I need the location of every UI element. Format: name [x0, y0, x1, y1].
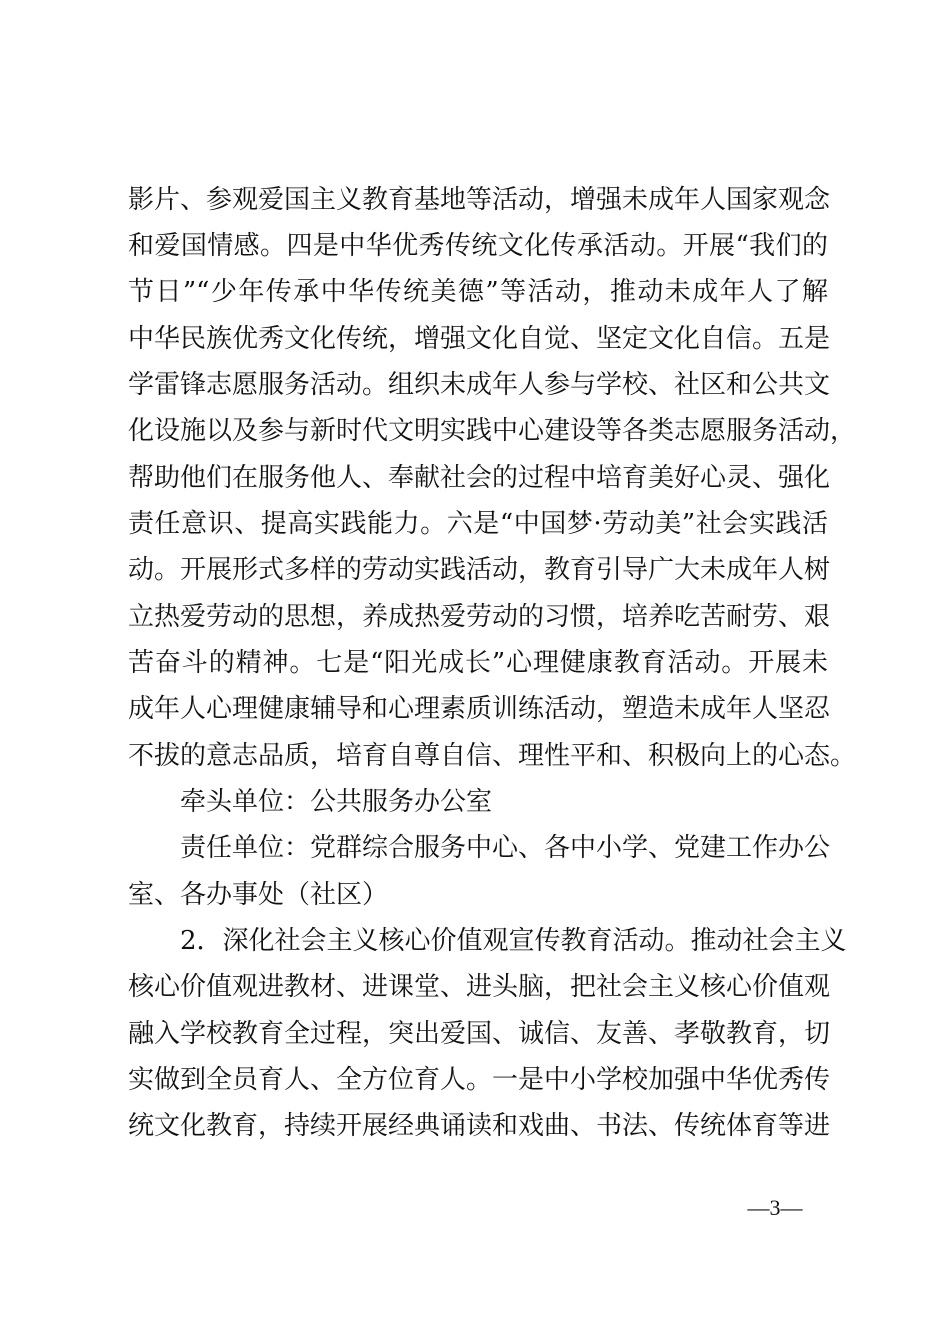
- text-line: 责任意识、提高实践能力。六是“中国梦·劳动美”社会实践活: [128, 509, 828, 539]
- text-line: 融入学校教育全过程，突出爱国、诚信、友善、孝敬教育，切: [128, 1019, 831, 1049]
- text-line: 帮助他们在服务他人、奉献社会的过程中培育美好心灵、强化: [128, 463, 831, 493]
- text-line: 和爱国情感。四是中华优秀传统文化传承活动。开展“我们的: [128, 231, 828, 261]
- text-line: 核心价值观进教材、进课堂、进头脑，把社会主义核心价值观: [128, 972, 831, 1002]
- page-number: —3—: [747, 1195, 803, 1220]
- responsible-unit-line: 室、各办事处（社区）: [128, 880, 389, 910]
- text-line: 中华民族优秀文化传统，增强文化自觉、坚定文化自信。五是: [128, 324, 831, 354]
- section-heading-line: 2．深化社会主义核心价值观宣传教育活动。推动社会主义: [180, 926, 847, 956]
- text-line: 不拔的意志品质，培育自尊自信、理性平和、积极向上的心态。: [128, 741, 857, 771]
- text-line: 化设施以及参与新时代文明实践中心建设等各类志愿服务活动，: [128, 416, 857, 446]
- responsible-unit-line: 责任单位：党群综合服务中心、各中小学、党建工作办公: [180, 833, 831, 863]
- text-line: 实做到全员育人、全方位育人。一是中小学校加强中华优秀传: [128, 1065, 831, 1095]
- text-line: 节日”“少年传承中华传统美德”等活动，推动未成年人了解: [128, 277, 828, 307]
- text-line: 统文化教育，持续开展经典诵读和戏曲、书法、传统体育等进: [128, 1111, 831, 1141]
- text-line: 影片、参观爱国主义教育基地等活动，增强未成年人国家观念: [128, 185, 831, 215]
- text-line: 动。开展形式多样的劳动实践活动，教育引导广大未成年人树: [128, 555, 831, 585]
- text-line: 苦奋斗的精神。七是“阳光成长”心理健康教育活动。开展未: [128, 648, 828, 678]
- lead-unit-line: 牵头单位：公共服务办公室: [180, 787, 493, 817]
- text-line: 学雷锋志愿服务活动。组织未成年人参与学校、社区和公共文: [128, 370, 831, 400]
- text-line: 立热爱劳动的思想，养成热爱劳动的习惯，培养吃苦耐劳、艰: [128, 602, 831, 632]
- text-line: 成年人心理健康辅导和心理素质训练活动，塑造未成年人坚忍: [128, 694, 831, 724]
